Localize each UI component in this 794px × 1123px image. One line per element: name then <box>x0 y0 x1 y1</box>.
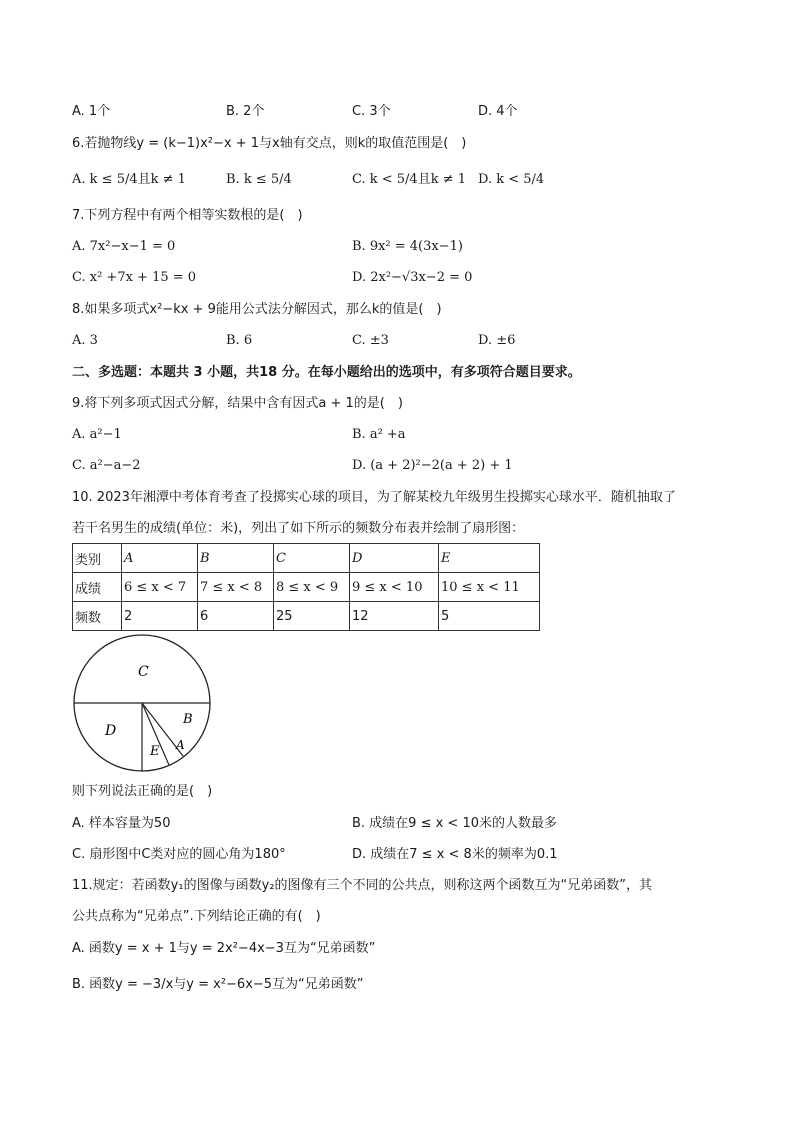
pie-label-e: E <box>150 744 160 759</box>
q10-stem-line2: 若干名男生的成绩(单位：米)，列出了如下所示的频数分布表并绘制了扇形图： <box>72 521 525 536</box>
q11-stem-line2: 公共点称为“兄弟点”.下列结论正确的有( ) <box>72 909 321 924</box>
table-row-range <box>73 573 540 602</box>
q6-option-c: C. k < 5/4且k ≠ 1 <box>352 172 467 187</box>
q9-option-c: C. a²−a−2 <box>72 458 141 473</box>
table-cell: E <box>439 544 540 573</box>
q7-option-a: A. 7x²−x−1 = 0 <box>72 239 176 254</box>
table-row-count <box>73 602 540 631</box>
table-cell: 7 ≤ x < 8 <box>198 573 274 602</box>
q7-option-c: C. x² +7x + 15 = 0 <box>72 270 197 285</box>
q9-option-a: A. a²−1 <box>72 427 122 442</box>
q10-option-b: B. 成绩在9 ≤ x < 10米的人数最多 <box>352 816 558 831</box>
q10-question: 则下列说法正确的是( ) <box>72 784 213 799</box>
frequency-table <box>72 543 540 631</box>
table-row-label: 类别 <box>73 544 122 573</box>
q5-option-b: B. 2个 <box>226 104 265 119</box>
q7-option-d: D. 2x²−√3x−2 = 0 <box>352 270 473 285</box>
q10-option-c: C. 扇形图中C类对应的圆心角为180° <box>72 847 286 862</box>
table-cell: 25 <box>274 602 350 631</box>
table-cell: 8 ≤ x < 9 <box>274 573 350 602</box>
q6-stem: 6.若抛物线y = (k−1)x²−x + 1与x轴有交点，则k的取值范围是( ) <box>72 136 467 151</box>
q7-option-b: B. 9x² = 4(3x−1) <box>352 239 463 254</box>
table-cell: A <box>122 544 198 573</box>
q11-option-b: B. 函数y = −3/x与y = x²−6x−5互为“兄弟函数” <box>72 977 364 992</box>
pie-label-a: A <box>176 738 185 752</box>
q5-option-c: C. 3个 <box>352 104 391 119</box>
pie-label-b: B <box>183 712 193 727</box>
q6-option-a: A. k ≤ 5/4且k ≠ 1 <box>72 172 186 187</box>
q11-option-a: A. 函数y = x + 1与y = 2x²−4x−3互为“兄弟函数” <box>72 941 376 956</box>
q8-option-d: D. ±6 <box>478 333 516 348</box>
q8-stem: 8.如果多项式x²−kx + 9能用公式法分解因式，那么k的值是( ) <box>72 302 442 317</box>
q9-stem: 9.将下列多项式因式分解，结果中含有因式a + 1的是( ) <box>72 396 403 411</box>
table-cell: 10 ≤ x < 11 <box>439 573 540 602</box>
table-cell: 2 <box>122 602 198 631</box>
q5-option-a: A. 1个 <box>72 104 111 119</box>
q6-option-d: D. k < 5/4 <box>478 172 545 187</box>
table-row-label: 频数 <box>73 602 122 631</box>
table-cell: B <box>198 544 274 573</box>
pie-label-c: C <box>138 664 149 680</box>
q8-option-b: B. 6 <box>226 333 253 348</box>
table-cell: 6 ≤ x < 7 <box>122 573 198 602</box>
table-cell: 9 ≤ x < 10 <box>350 573 439 602</box>
table-row-category <box>73 544 540 573</box>
q8-option-a: A. 3 <box>72 333 98 348</box>
q5-option-d: D. 4个 <box>478 104 518 119</box>
table-cell: C <box>274 544 350 573</box>
pie-chart <box>72 634 216 774</box>
q9-option-b: B. a² +a <box>352 427 406 442</box>
q10-option-a: A. 样本容量为50 <box>72 816 171 831</box>
pie-label-d: D <box>105 723 117 739</box>
q7-stem: 7.下列方程中有两个相等实数根的是( ) <box>72 208 303 223</box>
q6-option-b: B. k ≤ 5/4 <box>226 172 292 187</box>
table-cell: 5 <box>439 602 540 631</box>
q8-option-c: C. ±3 <box>352 333 389 348</box>
q11-stem-line1: 11.规定：若函数y₁的图像与函数y₂的图像有三个不同的公共点，则称这两个函数互为“兄弟函数”，其 <box>72 878 652 893</box>
q10-stem-line1: 10. 2023年湘潭中考体育考查了投掷实心球的项目，为了解某校九年级男生投掷实心球水平．随机抽取了 <box>72 490 676 505</box>
q9-option-d: D. (a + 2)²−2(a + 2) + 1 <box>352 458 513 473</box>
table-cell: 12 <box>350 602 439 631</box>
table-cell: 6 <box>198 602 274 631</box>
q10-option-d: D. 成绩在7 ≤ x < 8米的频率为0.1 <box>352 847 558 862</box>
table-row-label: 成绩 <box>73 573 122 602</box>
table-cell: D <box>350 544 439 573</box>
section2-heading: 二、多选题：本题共 3 小题，共18 分。在每小题给出的选项中，有多项符合题目要求。 <box>72 365 581 380</box>
